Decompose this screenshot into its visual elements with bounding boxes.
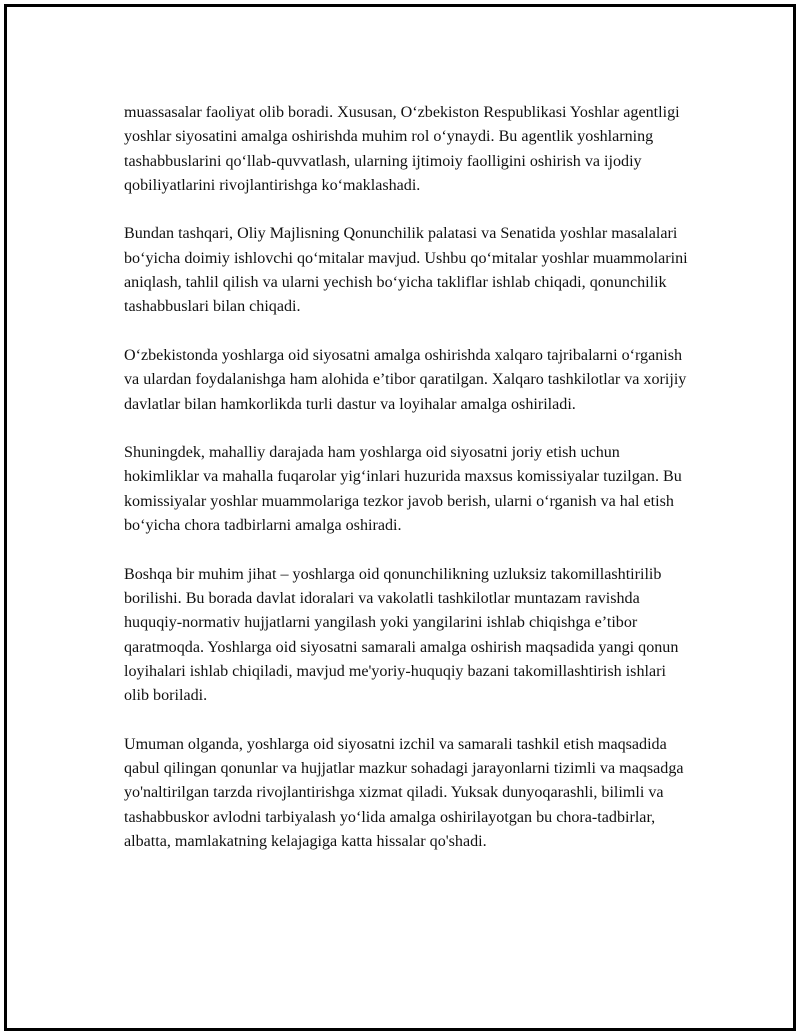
paragraph-4: Shuningdek, mahalliy darajada ham yoshlarga oid siyosatni joriy etish uchun hokimliklar va mahalla fuqarolar yig‘inlari huzurida maxsus komissiyalar tuzilgan. Bu komissiyalar yoshlar muammolariga tezkor javob berish, ularni o‘rganish va hal etish bo‘yicha chora tadbirlarni amalga oshiradi. <box>124 444 682 535</box>
document-body <box>124 101 694 854</box>
paragraph-5: Boshqa bir muhim jihat – yoshlarga oid qonunchilikning uzluksiz takomillashtirilib borilishi. Bu borada davlat idoralari va vakolatli tashkilotlar muntazam ravishda huquqiy-normativ hujjatlarni yangilash yoki yangilarini ishlab chiqishga e’tibor qaratmoqda. Yoshlarga oid siyosatni samarali amalga oshirish maqsadida yangi qonun loyihalari ishlab chiqiladi, mavjud me'yoriy-huquqiy bazani takomillashtirish ishlari olib boriladi. <box>124 565 679 705</box>
paragraph-1: muassasalar faoliyat olib boradi. Xususan, O‘zbekiston Respublikasi Yoshlar agentligi yoshlar siyosatini amalga oshirishda muhim rol o‘ynaydi. Bu agentlik yoshlarning tashabbuslarini qo‘llab-quvvatlash, ularning ijtimoiy faolligini oshirish va ijodiy qobiliyatlarini rivojlantirishga ko‘maklashadi. <box>124 104 680 194</box>
paragraph-2: Bundan tashqari, Oliy Majlisning Qonunchilik palatasi va Senatida yoshlar masalalari bo‘yicha doimiy ishlovchi qo‘mitalar mavjud. Ushbu qo‘mitalar yoshlar muammolarini aniqlash, tahlil qilish va ularni yechish bo‘yicha takliflar ishlab chiqadi, qonunchilik tashabbuslari bilan chiqadi. <box>124 225 688 316</box>
page-frame <box>4 4 796 1031</box>
paragraph-6: Umuman olganda, yoshlarga oid siyosatni izchil va samarali tashkil etish maqsadida qabul qilingan qonunlar va hujjatlar mazkur sohadagi jarayonlarni tizimli va maqsadga yo'naltirilgan tarzda rivojlantirishga xizmat qiladi. Yuksak dunyoqarashli, bilimli va tashabbuskor avlodni tarbiyalash yo‘lida amalga oshirilayotgan bu chora-tadbirlar, albatta, mamlakatning kelajagiga katta hissalar qo'shadi. <box>124 735 684 850</box>
paragraph-3: O‘zbekistonda yoshlarga oid siyosatni amalga oshirishda xalqaro tajribalarni o‘rganish va ulardan foydalanishga ham alohida e’tibor qaratilgan. Xalqaro tashkilotlar va xorijiy davlatlar bilan hamkorlikda turli dastur va loyihalar amalga oshiriladi. <box>124 346 687 413</box>
